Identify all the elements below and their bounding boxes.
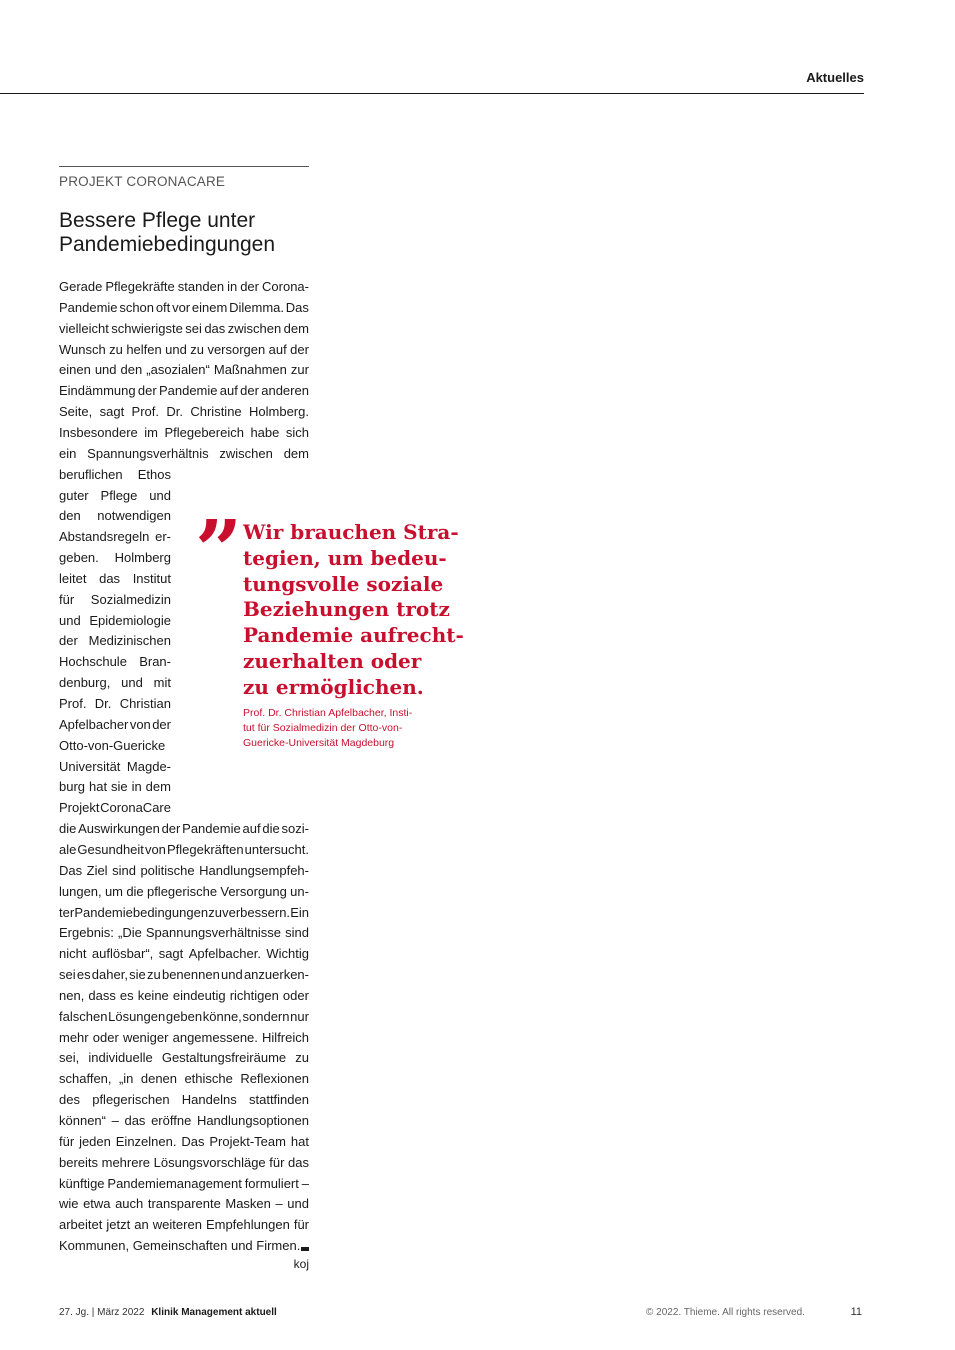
body-word: zu bbox=[190, 341, 205, 357]
body-line bbox=[59, 401, 309, 422]
body-word: sie bbox=[129, 967, 146, 983]
body-word: und bbox=[59, 612, 81, 628]
body-word: die bbox=[59, 821, 77, 837]
body-word: für bbox=[59, 1133, 75, 1149]
body-word: Pandemie bbox=[59, 299, 118, 315]
body-word: Versorgung bbox=[220, 883, 287, 899]
body-line bbox=[59, 380, 309, 401]
body-word: Handlungsoptionen bbox=[196, 1113, 309, 1128]
body-word: un- bbox=[290, 883, 309, 899]
body-line bbox=[59, 297, 309, 318]
quote-source bbox=[243, 706, 448, 751]
body-word: Holmberg. bbox=[249, 404, 309, 420]
body-word: Christian bbox=[119, 696, 171, 711]
body-word: der bbox=[59, 633, 78, 649]
body-word: Sozialmedizin bbox=[90, 591, 171, 607]
header-rule bbox=[0, 93, 864, 94]
body-word: können“ bbox=[59, 1113, 106, 1128]
body-word: sie bbox=[111, 779, 128, 795]
body-word: jetzt bbox=[106, 1217, 131, 1233]
body-word: Apfelbacher bbox=[59, 716, 129, 732]
body-word: nen, bbox=[59, 987, 85, 1003]
body-word: einem bbox=[191, 299, 228, 315]
body-word: und bbox=[287, 1196, 309, 1212]
body-line bbox=[59, 985, 309, 1006]
body-word: Eindämmung bbox=[59, 383, 136, 399]
body-word: sind bbox=[112, 862, 136, 878]
body-line bbox=[59, 943, 309, 964]
body-word: Abstandsregeln bbox=[59, 529, 150, 545]
body-word: Epidemiologie bbox=[89, 612, 171, 628]
body-word: untersucht. bbox=[244, 841, 309, 857]
body-word: zu bbox=[147, 967, 161, 983]
body-word: Das bbox=[59, 862, 83, 878]
quote-line: Beziehungen trotz bbox=[243, 597, 450, 622]
body-word: für bbox=[269, 1154, 285, 1170]
body-word: ale bbox=[59, 841, 77, 857]
quote-source-line: Guericke-Universität Magdeburg bbox=[243, 737, 395, 749]
body-word: Otto-von-Guericke bbox=[59, 737, 166, 753]
body-line bbox=[59, 547, 171, 568]
body-line bbox=[59, 464, 171, 485]
body-word: Lösungsvorschläge bbox=[153, 1154, 266, 1170]
body-word: bereits bbox=[59, 1154, 99, 1170]
body-line bbox=[59, 526, 171, 547]
body-word: dem bbox=[283, 320, 309, 336]
body-word: sei bbox=[59, 967, 76, 983]
body-word: Hilfreich bbox=[262, 1029, 309, 1045]
body-line bbox=[59, 318, 309, 339]
body-word: das bbox=[124, 1113, 146, 1128]
body-line bbox=[59, 922, 309, 943]
pull-quote bbox=[243, 520, 464, 701]
body-word: in bbox=[227, 279, 238, 294]
body-word: ein bbox=[59, 445, 77, 461]
body-word: Das bbox=[181, 1133, 205, 1149]
body-line bbox=[59, 568, 171, 589]
body-word: Auswirkungen bbox=[78, 821, 160, 837]
footer-journal: Klinik Management aktuell bbox=[151, 1307, 277, 1318]
body-word: könne, bbox=[202, 1008, 242, 1024]
body-word: Magde- bbox=[126, 758, 171, 774]
body-word: den bbox=[120, 362, 143, 378]
body-word: zur bbox=[290, 362, 309, 378]
body-word: individuelle bbox=[88, 1050, 153, 1066]
body-word: Handlungsempfeh- bbox=[199, 862, 309, 878]
body-word: die bbox=[262, 821, 280, 837]
quote-line: zuerhalten oder bbox=[243, 648, 422, 673]
body-word: die bbox=[126, 883, 144, 899]
body-word: für bbox=[293, 1217, 309, 1233]
body-word: Dr. bbox=[94, 696, 112, 711]
body-word: Apfelbacher. bbox=[188, 946, 261, 962]
footer-issue-info bbox=[59, 1307, 277, 1318]
body-word: oder bbox=[282, 987, 309, 1003]
body-word: und bbox=[94, 362, 117, 378]
body-word: Gesundheit bbox=[77, 841, 144, 857]
body-word: Empfehlungen bbox=[205, 1217, 290, 1233]
body-line bbox=[59, 1068, 309, 1089]
body-line bbox=[59, 505, 171, 526]
body-word: und bbox=[149, 487, 171, 503]
body-line bbox=[59, 1027, 309, 1048]
body-word: zwischen bbox=[219, 445, 273, 461]
body-word: pflegerischen bbox=[92, 1092, 170, 1108]
body-word: Hochschule bbox=[59, 654, 127, 670]
body-word: lungen, bbox=[59, 883, 102, 899]
body-word: politische bbox=[140, 862, 195, 878]
body-word: geben. bbox=[59, 550, 99, 566]
headline-line: Bessere Pflege unter bbox=[59, 209, 256, 232]
body-word: leitet bbox=[59, 570, 87, 586]
body-word: habe bbox=[250, 424, 280, 440]
body-word: Gestaltungsfreiräume bbox=[161, 1050, 287, 1066]
body-word: den bbox=[59, 508, 81, 524]
body-word: anzuerken- bbox=[243, 967, 309, 983]
body-line bbox=[59, 839, 309, 860]
body-word: „in bbox=[118, 1071, 134, 1087]
body-word: Pandemiebedingungen bbox=[74, 904, 209, 920]
body-word: Spannungsverhältnis bbox=[87, 445, 209, 461]
body-word: Institut bbox=[132, 570, 171, 586]
body-word: sich bbox=[285, 424, 309, 440]
body-word: nicht bbox=[59, 946, 87, 962]
body-word: Pflege bbox=[100, 487, 138, 503]
body-word: und bbox=[121, 675, 143, 691]
body-word: sondern bbox=[242, 1008, 290, 1024]
body-word: – bbox=[111, 1113, 119, 1128]
body-word: schwierigste bbox=[111, 320, 183, 336]
body-word: dem bbox=[283, 445, 309, 461]
body-line bbox=[59, 714, 171, 735]
body-word: das bbox=[204, 320, 226, 336]
body-line bbox=[59, 860, 309, 881]
body-line bbox=[59, 610, 171, 631]
body-word: auflösbar“, bbox=[91, 946, 154, 962]
body-word: vor bbox=[172, 299, 191, 315]
body-word: Ergebnis: bbox=[59, 925, 114, 941]
article-kicker: PROJEKT CORONACARE bbox=[59, 174, 226, 189]
body-word: denburg, bbox=[59, 675, 111, 691]
body-word: dem bbox=[145, 779, 171, 795]
headline-line: Pandemiebedingungen bbox=[59, 233, 276, 256]
body-word: auch bbox=[115, 1196, 144, 1212]
body-word: sind bbox=[285, 925, 309, 941]
body-word: ethische bbox=[184, 1071, 233, 1087]
body-word: mit bbox=[153, 675, 171, 691]
body-word: Pandemiemanagement bbox=[107, 1175, 242, 1191]
body-word: CoronaCare bbox=[100, 800, 171, 816]
quote-source-line: Prof. Dr. Christian Apfelbacher, Insti- bbox=[243, 707, 413, 719]
body-word: guter bbox=[59, 487, 89, 503]
body-line bbox=[59, 756, 171, 777]
body-word: einen bbox=[59, 362, 91, 378]
body-word: auf bbox=[242, 821, 261, 837]
body-line bbox=[59, 589, 171, 610]
body-word: Pflegebereich bbox=[164, 424, 244, 440]
body-word: schaffen, bbox=[59, 1071, 112, 1087]
body-word: Holmberg bbox=[114, 550, 171, 566]
body-word: Lösungen bbox=[108, 1008, 166, 1024]
body-word: der bbox=[161, 821, 181, 837]
body-word: etwa bbox=[83, 1196, 111, 1212]
quote-line: Wir brauchen Stra- bbox=[243, 520, 459, 544]
body-word: der bbox=[290, 341, 309, 357]
body-word: angemessene. bbox=[172, 1029, 258, 1045]
body-word: Dilemma. bbox=[229, 299, 285, 315]
body-word: benennen bbox=[161, 967, 220, 983]
body-word: in bbox=[131, 779, 142, 795]
body-word: falschen bbox=[59, 1008, 108, 1024]
body-word: versorgen bbox=[207, 341, 266, 357]
body-word: und bbox=[165, 341, 187, 357]
body-line bbox=[59, 881, 309, 902]
body-word: hat bbox=[88, 779, 108, 795]
body-word: ter bbox=[59, 904, 75, 920]
body-word: Einzelnen. bbox=[115, 1133, 177, 1149]
body-word: Pflegekräften bbox=[166, 841, 244, 857]
body-word: Medizinischen bbox=[88, 633, 171, 649]
body-line bbox=[59, 443, 309, 464]
body-word: zu bbox=[295, 1050, 309, 1066]
body-word: sagt bbox=[99, 404, 125, 420]
body-word: Spannungsverhältnisse bbox=[145, 925, 282, 941]
body-word: zu bbox=[109, 341, 123, 357]
body-word: für bbox=[59, 591, 75, 607]
body-word: eindeutig bbox=[172, 987, 226, 1003]
body-word: der bbox=[240, 279, 259, 294]
body-word: hat bbox=[290, 1133, 309, 1149]
body-word: an bbox=[134, 1217, 149, 1233]
body-word: sei, bbox=[59, 1050, 80, 1066]
body-line bbox=[59, 485, 171, 506]
body-word: arbeitet bbox=[59, 1217, 103, 1233]
body-word: – bbox=[275, 1196, 283, 1212]
body-word: weiteren bbox=[152, 1217, 202, 1233]
body-word: „Die bbox=[117, 925, 142, 941]
body-line bbox=[59, 1131, 309, 1152]
body-word: Christine bbox=[190, 404, 242, 420]
body-line bbox=[59, 1152, 309, 1173]
quote-line: zu ermöglichen. bbox=[243, 674, 424, 699]
body-word: Bran- bbox=[139, 654, 171, 670]
body-word: auf bbox=[268, 341, 287, 357]
section-label: Aktuelles bbox=[806, 70, 864, 85]
body-line bbox=[59, 339, 309, 360]
body-word: des bbox=[59, 1092, 80, 1108]
body-word: das bbox=[288, 1154, 309, 1170]
body-line bbox=[59, 693, 171, 714]
body-word: von bbox=[144, 841, 166, 857]
body-word: Pandemie bbox=[182, 821, 241, 837]
page-number: 11 bbox=[850, 1306, 862, 1318]
body-line-text: Kommunen, Gemeinschaften und Firmen. bbox=[59, 1238, 301, 1254]
footer-issue: 27. Jg. | März 2022 bbox=[59, 1307, 145, 1318]
body-word: Maßnahmen bbox=[213, 362, 287, 378]
body-word: „asozialen“ bbox=[146, 362, 210, 378]
body-word: richtigen bbox=[229, 987, 279, 1003]
body-line bbox=[59, 1173, 309, 1194]
body-word: geben bbox=[165, 1008, 203, 1024]
body-word: notwendigen bbox=[97, 508, 171, 524]
body-word: nur bbox=[290, 1008, 309, 1024]
body-word: sozi- bbox=[281, 821, 309, 837]
body-word: Wichtig bbox=[266, 946, 309, 962]
body-line bbox=[59, 1047, 309, 1068]
body-word: der bbox=[240, 383, 259, 399]
body-line bbox=[59, 630, 171, 651]
body-word: pflegerische bbox=[146, 883, 218, 899]
body-word: beruflichen bbox=[59, 466, 123, 482]
body-word: Insbesondere bbox=[59, 424, 138, 440]
body-word: mehr bbox=[59, 1029, 89, 1045]
body-word: Prof. bbox=[59, 696, 87, 711]
body-word: weniger bbox=[122, 1029, 169, 1045]
body-word: um bbox=[104, 883, 124, 899]
body-word: jeden bbox=[79, 1133, 111, 1149]
body-word: zwischen bbox=[227, 320, 282, 336]
body-word: sagt bbox=[158, 946, 184, 962]
body-word: Projekt bbox=[59, 800, 100, 816]
body-word: burg bbox=[59, 779, 86, 795]
body-line bbox=[59, 735, 171, 756]
body-line bbox=[59, 776, 171, 797]
body-word: der bbox=[152, 716, 171, 732]
body-word: künftige bbox=[59, 1175, 105, 1191]
body-word: denen bbox=[140, 1071, 178, 1087]
body-word: Pandemie bbox=[158, 383, 218, 399]
body-word: keine bbox=[137, 987, 169, 1003]
quote-line: Pandemie aufrecht- bbox=[243, 623, 464, 648]
body-word: das bbox=[99, 570, 121, 586]
body-word: der bbox=[137, 383, 157, 399]
quote-mark-icon: ” bbox=[195, 503, 243, 599]
body-line bbox=[59, 1089, 309, 1110]
kicker-rule bbox=[59, 166, 309, 167]
body-word: Masken bbox=[225, 1196, 271, 1212]
body-line bbox=[59, 964, 309, 985]
body-word: Ein bbox=[290, 904, 309, 920]
body-line bbox=[59, 1110, 309, 1131]
body-word: Projekt-Team bbox=[209, 1133, 286, 1149]
body-word: Wunsch bbox=[59, 341, 106, 357]
body-word: oder bbox=[92, 1029, 119, 1045]
body-line bbox=[59, 902, 309, 923]
body-line bbox=[59, 1006, 309, 1027]
body-word: Gerade bbox=[59, 279, 103, 294]
quote-line: tegien, um bedeu- bbox=[243, 545, 447, 570]
body-word: Universität bbox=[59, 758, 121, 774]
body-line bbox=[59, 1214, 309, 1235]
body-word: oft bbox=[155, 299, 171, 315]
body-word: eröffne bbox=[151, 1113, 192, 1128]
body-word: stattfinden bbox=[248, 1092, 309, 1108]
body-line bbox=[59, 359, 309, 380]
body-line bbox=[59, 422, 309, 443]
body-word: wie bbox=[59, 1196, 79, 1212]
body-word: daher, bbox=[91, 967, 128, 983]
body-line bbox=[59, 276, 309, 297]
body-line bbox=[59, 818, 309, 839]
body-word: von bbox=[129, 716, 151, 732]
body-word: anderen bbox=[261, 383, 309, 399]
body-word: Seite, bbox=[59, 404, 93, 420]
body-word: Pflegekräfte bbox=[105, 279, 175, 294]
body-word: transparente bbox=[147, 1196, 221, 1212]
quote-source-line: tut für Sozialmedizin der Otto-von- bbox=[243, 722, 403, 734]
quote-line: tungsvolle soziale bbox=[243, 571, 444, 596]
body-word: dass bbox=[88, 987, 116, 1003]
author-initials: koj bbox=[293, 1257, 309, 1271]
body-word: Reflexionen bbox=[240, 1071, 309, 1087]
footer-copyright: © 2022. Thieme. All rights reserved. bbox=[646, 1307, 805, 1318]
body-word: es bbox=[76, 967, 91, 983]
body-word: es bbox=[119, 987, 134, 1003]
body-line bbox=[59, 1235, 309, 1256]
body-word: Das bbox=[285, 299, 309, 315]
body-word: helfen bbox=[126, 341, 162, 357]
body-word: vielleicht bbox=[59, 320, 109, 336]
body-line bbox=[59, 1193, 309, 1214]
body-word: im bbox=[144, 424, 158, 440]
end-mark-icon bbox=[301, 1247, 309, 1251]
body-word: schon bbox=[119, 299, 155, 315]
body-word: und bbox=[221, 967, 243, 983]
body-line bbox=[59, 797, 171, 818]
body-word: auf bbox=[219, 383, 238, 399]
article-headline bbox=[59, 209, 359, 257]
body-word: er- bbox=[155, 529, 171, 545]
body-word: verbessern. bbox=[222, 904, 291, 920]
body-word: Prof. bbox=[131, 404, 160, 420]
body-word: Ziel bbox=[86, 862, 108, 878]
body-word: standen bbox=[177, 279, 225, 294]
body-word: – bbox=[301, 1175, 309, 1191]
body-word: Corona- bbox=[262, 279, 309, 294]
body-word: Ethos bbox=[137, 466, 171, 482]
body-line bbox=[59, 651, 171, 672]
body-word: zu bbox=[208, 904, 222, 920]
body-word: Dr. bbox=[166, 404, 183, 420]
body-word: Handelns bbox=[181, 1092, 237, 1108]
body-word: formuliert bbox=[244, 1175, 299, 1191]
body-word: sei bbox=[185, 320, 202, 336]
body-word: mehrere bbox=[101, 1154, 151, 1170]
body-line bbox=[59, 672, 171, 693]
